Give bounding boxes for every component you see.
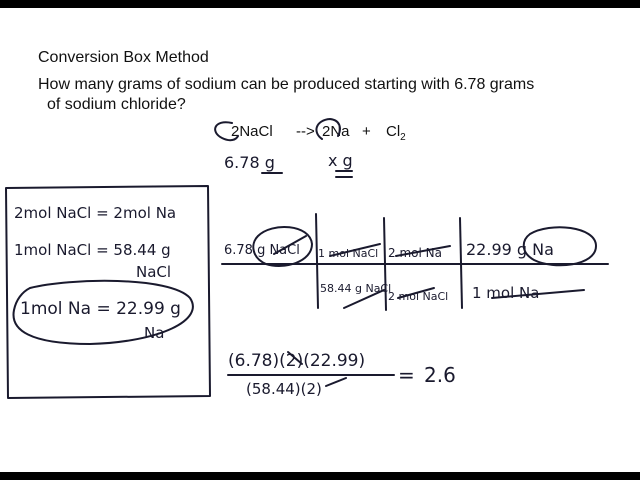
given-reactant-mass: 6.78 g bbox=[224, 153, 275, 172]
whiteboard-page bbox=[0, 8, 640, 472]
question-line-2: of sodium chloride? bbox=[47, 96, 186, 113]
equation-product-na: 2Na bbox=[322, 123, 350, 140]
grid-top-cell-1: 6.78 g NaCl bbox=[224, 243, 300, 258]
calc-numerator: (6.78)(2)(22.99) bbox=[228, 351, 366, 371]
calc-equals: = bbox=[398, 363, 415, 387]
grid-top-cell-2: 1 mol NaCl bbox=[318, 247, 379, 260]
grid-top-cell-4: 22.99 g Na bbox=[466, 240, 554, 259]
conversion-line-3-unit: Na bbox=[144, 324, 165, 342]
grid-divider-1 bbox=[316, 214, 318, 308]
page-title: Conversion Box Method bbox=[38, 49, 209, 66]
calc-denominator: (58.44)(2) bbox=[246, 380, 322, 398]
equation-cl-subscript: 2 bbox=[400, 132, 406, 143]
grid-bottom-cell-2: 58.44 g NaCl bbox=[320, 282, 392, 295]
equation-cl-symbol: Cl bbox=[386, 123, 401, 140]
calc-result: 2.6 bbox=[424, 363, 456, 387]
cancel-two-bottom bbox=[326, 378, 346, 386]
conversion-line-1: 2mol NaCl = 2mol Na bbox=[14, 204, 177, 222]
equation-reactant: 2NaCl bbox=[231, 123, 273, 140]
equation-plus: + bbox=[362, 123, 371, 140]
coefficient-circle-product bbox=[316, 119, 339, 139]
grid-bottom-cell-3: 2 mol NaCl bbox=[388, 290, 449, 303]
grid-top-cell-3: 2 mol Na bbox=[388, 246, 442, 260]
conversion-line-2-unit: NaCl bbox=[136, 263, 172, 281]
given-product-mass: x g bbox=[328, 151, 353, 170]
coefficient-circle-reactant bbox=[215, 122, 238, 140]
handwriting-layer bbox=[0, 8, 640, 472]
equation-arrow: --> bbox=[296, 123, 315, 140]
question-line-1: How many grams of sodium can be produced starting with 6.78 grams bbox=[38, 76, 535, 93]
conversion-line-3: 1mol Na = 22.99 g bbox=[20, 299, 181, 319]
grid-divider-3 bbox=[460, 218, 462, 308]
conversion-line-2: 1mol NaCl = 58.44 g bbox=[14, 241, 171, 259]
grid-divider-2 bbox=[384, 218, 386, 310]
grid-bottom-cell-4: 1 mol Na bbox=[472, 284, 540, 302]
